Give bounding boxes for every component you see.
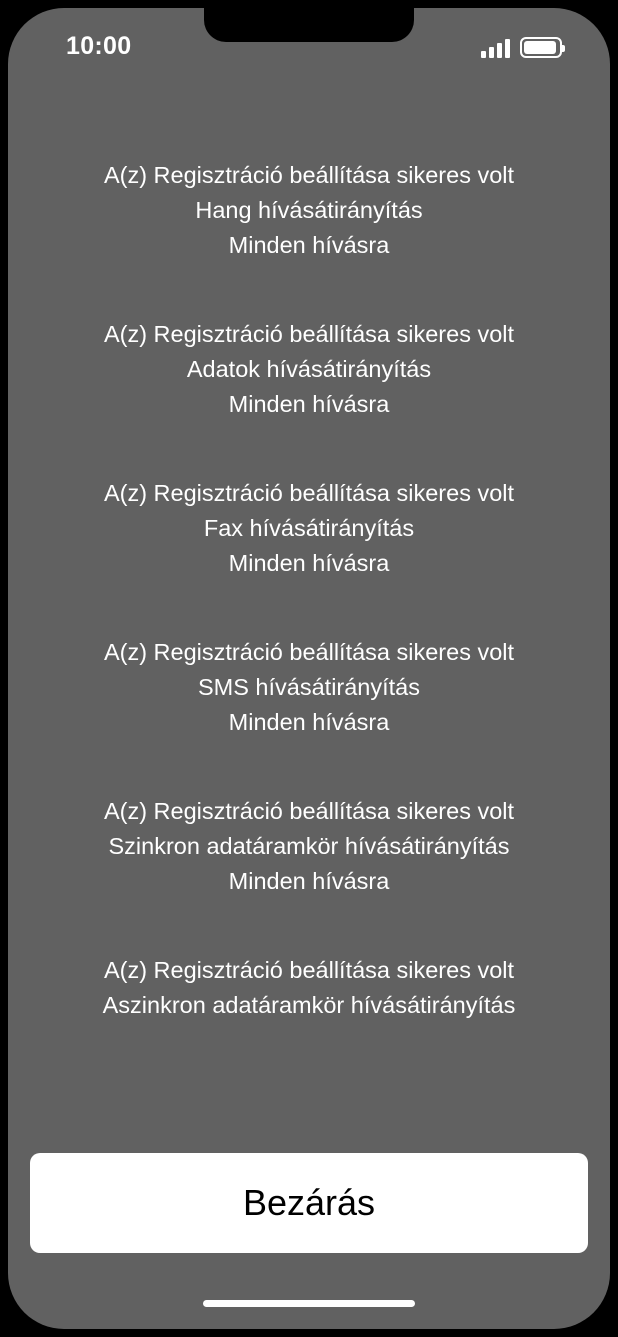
message-line: SMS hívásátirányítás [197,674,421,700]
message-line: Hang hívásátirányítás [195,197,423,223]
cellular-signal-icon [481,38,510,58]
status-time: 10:00 [66,32,132,60]
list-item [30,476,588,581]
message-line: A(z) Regisztráció beállítása sikeres volt [103,162,515,188]
message-line: Adatok hívásátirányítás [186,356,432,382]
list-item [30,794,588,899]
message-line: Minden hívásra [228,232,390,258]
phone-screen [8,8,610,1329]
battery-full-icon [520,37,562,58]
list-item [30,953,588,1023]
close-button[interactable]: Bezárás [30,1153,588,1253]
message-line: A(z) Regisztráció beállítása sikeres volt [103,957,515,983]
message-line: Fax hívásátirányítás [203,515,415,541]
message-line: A(z) Regisztráció beállítása sikeres volt [103,321,515,347]
list-item [30,635,588,740]
message-line: Szinkron adatáramkör hívásátirányítás [108,833,510,859]
message-line: Minden hívásra [228,709,390,735]
list-item [30,158,588,263]
message-line: Aszinkron adatáramkör hívásátirányítás [102,992,516,1018]
message-line: Minden hívásra [228,391,390,417]
status-indicators [481,34,562,58]
message-line: Minden hívásra [228,868,390,894]
notch [204,8,414,42]
dialog-message-list [8,128,610,1077]
message-line: A(z) Regisztráció beállítása sikeres volt [103,798,515,824]
list-item [30,317,588,422]
home-indicator[interactable] [203,1300,415,1307]
message-line: A(z) Regisztráció beállítása sikeres volt [103,639,515,665]
message-line: A(z) Regisztráció beállítása sikeres volt [103,480,515,506]
message-line: Minden hívásra [228,550,390,576]
